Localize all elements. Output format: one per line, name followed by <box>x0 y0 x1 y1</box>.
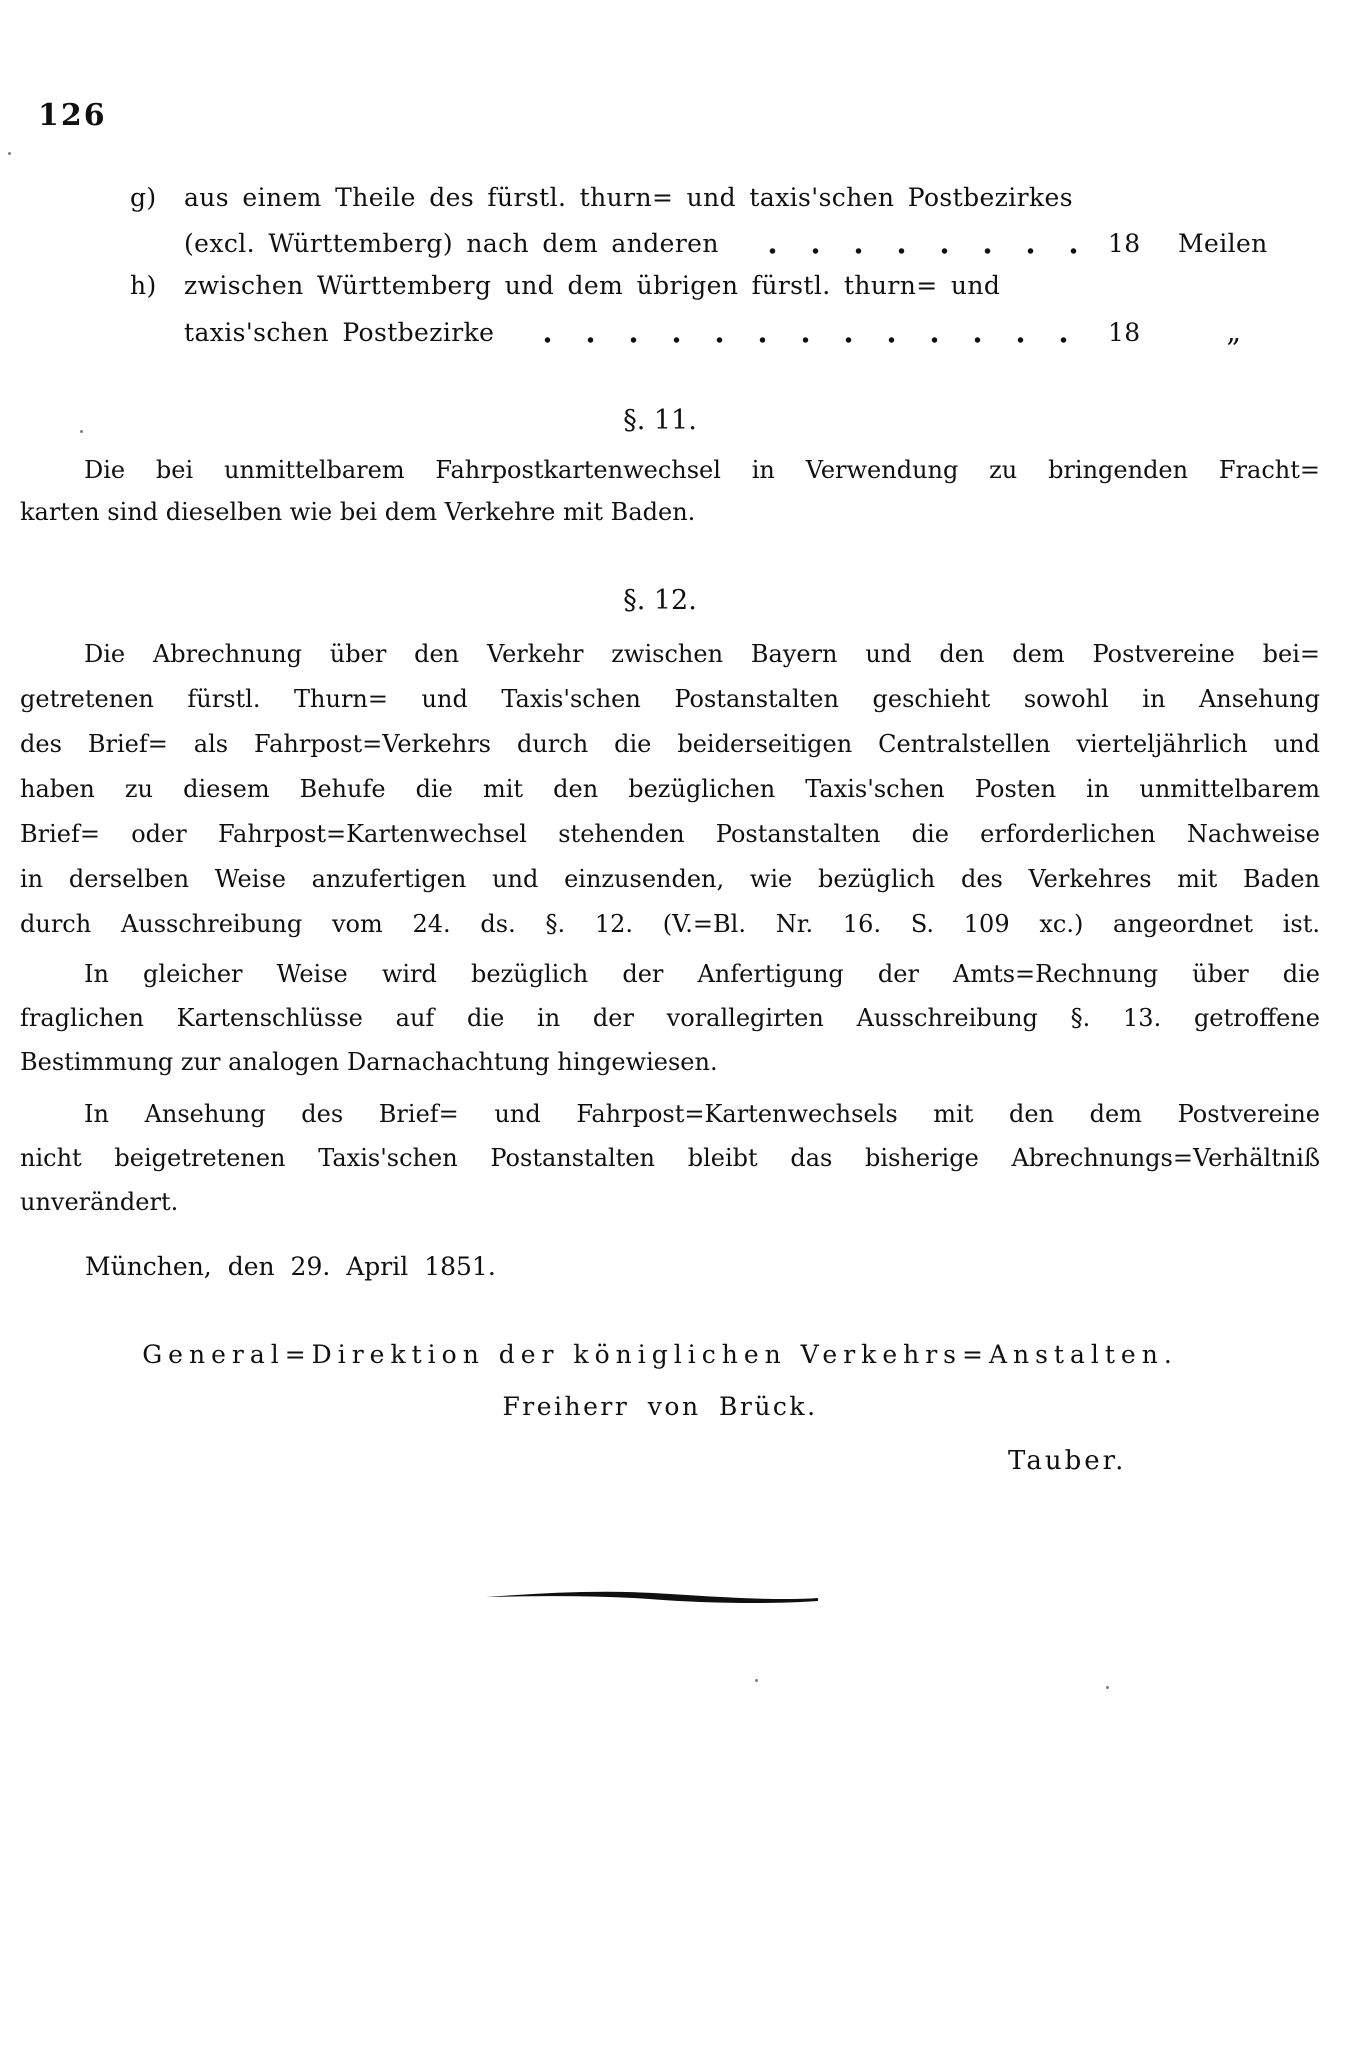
scan-speck <box>755 1679 758 1682</box>
body-line: Die bei unmittelbarem Fahrpostkartenwechsel in Verwendung zu bringenden Fracht= <box>84 456 1320 484</box>
section-heading-11: §. 11. <box>623 405 697 436</box>
tariff-unit-h: „ <box>1226 315 1242 348</box>
body-line: karten sind dieselben wie bei dem Verkehre mit Baden. <box>20 498 696 526</box>
list-item-h-line2 <box>184 314 1290 351</box>
body-line: haben zu diesem Behufe die mit den bezüglichen Taxis'schen Posten in unmittelbarem <box>20 775 1320 803</box>
list-item-g-line1 <box>130 180 1073 216</box>
list-item-g-text: aus einem Theile des fürstl. thurn= und taxis'schen Postbezirkes <box>184 183 1073 212</box>
list-item-h-text: zwischen Württemberg und dem übrigen fürstl. thurn= und <box>184 271 1001 300</box>
list-item-h-text2: taxis'schen Postbezirke <box>184 318 495 347</box>
body-line: Die Abrechnung über den Verkehr zwischen Bayern und den dem Postvereine bei= <box>84 640 1320 668</box>
list-item-g-label: g) <box>130 183 157 212</box>
list-item-h-line1 <box>130 268 1000 304</box>
dot-leader <box>520 335 1094 345</box>
scan-speck <box>1106 1686 1109 1689</box>
list-item-g-text2: (excl. Württemberg) nach dem anderen <box>184 229 719 258</box>
page-number: 126 <box>38 98 107 133</box>
body-line: In gleicher Weise wird bezüglich der Anfertigung der Amts=Rechnung über die <box>84 960 1320 988</box>
swelled-rule-divider <box>483 1586 821 1608</box>
signature-von-brueck: Freiherr von Brück. <box>502 1392 818 1421</box>
list-item-g-line2 <box>184 226 1290 262</box>
body-line: Bestimmung zur analogen Darnachachtung hingewiesen. <box>20 1048 718 1076</box>
body-line: fraglichen Kartenschlüsse auf die in der vorallegirten Ausschreibung §. 13. getroffene <box>20 1004 1320 1032</box>
body-line: Brief= oder Fahrpost=Kartenwechsel stehenden Postanstalten die erforderlichen Nachweise <box>20 820 1320 848</box>
body-line: nicht beigetretenen Taxis'schen Postanstalten bleibt das bisherige Abrechnungs=Verhältniß <box>20 1144 1320 1172</box>
scan-speck <box>80 430 83 433</box>
body-line: des Brief= als Fahrpost=Verkehrs durch die beiderseitigen Centralstellen vierteljährlich und <box>20 730 1320 758</box>
body-line: durch Ausschreibung vom 24. ds. §. 12. (V.=Bl. Nr. 16. S. 109 xc.) angeordnet ist. <box>20 910 1320 938</box>
authority-line: General=Direktion der königlichen Verkehrs=Anstalten. <box>142 1340 1178 1369</box>
body-line: unverändert. <box>20 1188 179 1216</box>
body-line: In Ansehung des Brief= und Fahrpost=Kartenwechsels mit den dem Postvereine <box>84 1100 1320 1128</box>
signature-tauber: Tauber. <box>1008 1446 1127 1476</box>
tariff-value-h: 18 <box>1108 318 1141 347</box>
list-item-h-label: h) <box>130 271 157 300</box>
scan-speck <box>8 152 11 155</box>
dot-leader <box>745 246 1094 256</box>
section-heading-12: §. 12. <box>623 585 697 616</box>
body-line: in derselben Weise anzufertigen und einzusenden, wie bezüglich des Verkehres mit Baden <box>20 865 1320 893</box>
tariff-unit-g: Meilen <box>1178 229 1268 258</box>
swelled-rule-icon <box>483 1586 821 1608</box>
tariff-value-g: 18 <box>1108 229 1141 258</box>
dateline: München, den 29. April 1851. <box>85 1252 496 1281</box>
body-line: getretenen fürstl. Thurn= und Taxis'schen Postanstalten geschieht sowohl in Ansehung <box>20 685 1320 713</box>
